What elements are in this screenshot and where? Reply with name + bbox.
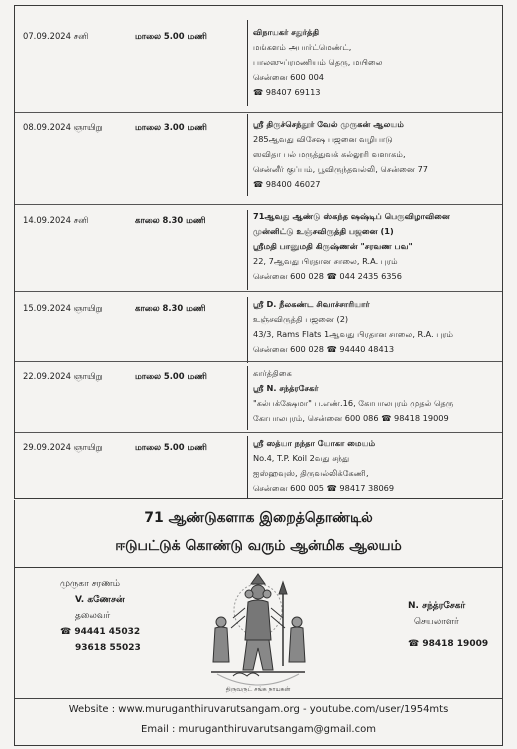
murugan-emblem-icon [203, 570, 313, 695]
event-subtitle: 285ஆவது விசேஷ பஜனை வழிபாடு [253, 134, 393, 144]
president-phone-alt: 93618 55023 [75, 643, 141, 653]
event-time: மாலை 3.00 மணி [135, 122, 207, 132]
divider-bar [247, 20, 248, 106]
divider-bar [247, 297, 248, 363]
event-phone: கோபாலபுரம், சென்னை 600 086 ☎ 98418 19009 [253, 413, 449, 423]
president-role: தலைவர் [75, 611, 111, 621]
event-time: மாலை 5.00 மணி [135, 442, 207, 452]
event-time: மாலை 5.00 மணி [135, 371, 207, 381]
event-title: ஸ்ரீ D. நீலகண்ட சிவாச்சாரியார் [253, 299, 370, 309]
event-address: 22, 7ஆவது பிரதான சாலை, R.A. புரம் [253, 256, 398, 266]
divider-bar [247, 436, 248, 498]
secretary-role: செயலாளர் [414, 617, 459, 627]
event-phone: ☎ 98400 46027 [253, 179, 321, 189]
website-line[interactable]: Website : www.muruganthiruvarutsangam.org - youtube.com/user/1954mts [68, 704, 449, 715]
event-phone: சென்னை 600 028 ☎ 044 2435 6356 [253, 271, 402, 281]
footer-divider [15, 698, 502, 699]
event-date: 14.09.2024 சனி [23, 215, 89, 225]
event-title: விநாயகர் சதுர்த்தி [253, 27, 320, 37]
event-address: சென்னீர் குப்பம், பூவிருந்தவல்லி, சென்னை 77 [253, 164, 429, 174]
event-details [253, 366, 501, 426]
event-phone: சென்னை 600 005 ☎ 98417 38069 [253, 483, 395, 493]
event-details [253, 117, 501, 192]
banner-line-1: 71 ஆண்டுகளாக இறைத்தொண்டில் [144, 510, 373, 526]
event-phone: ☎ 98407 69113 [253, 87, 321, 97]
secretary-phone: ☎ 98418 19009 [408, 639, 489, 649]
event-phone: சென்னை 600 028 ☎ 94440 48413 [253, 344, 395, 354]
president-contact [60, 576, 141, 656]
event-date: 07.09.2024 சனி [23, 31, 89, 41]
event-details [253, 297, 501, 357]
event-title: கார்த்திகை [253, 368, 292, 378]
event-host: ஸ்ரீமதி பானுமதி கிருஷ்ணன் "சரவண பவ" [253, 241, 413, 251]
emblem-caption: திருவருட் சங்க நாயகன் [225, 686, 291, 693]
entry-separator [15, 361, 502, 362]
event-title: ஸ்ரீ திருச்செந்தூர் வேல் முருகன் ஆலயம் [253, 119, 405, 129]
event-address: பாலஸுப்ரமணியம் தெரு, மயிலை [253, 57, 383, 67]
entry-separator [15, 432, 502, 433]
secretary-contact [408, 598, 488, 652]
banner [14, 500, 503, 568]
banner-line-2: ஈடுபட்டுக் கொண்டு வரும் ஆன்மிக ஆலயம் [115, 538, 402, 554]
salutation: முருகா சரணம் [60, 579, 120, 589]
divider-bar [247, 366, 248, 430]
event-date: 15.09.2024 ஞாயிறு [23, 303, 103, 313]
event-address: மங்களம் அபார்ட்மெண்ட், [253, 42, 352, 52]
event-address: ஸவிதா பல் மருத்துவக் கல்லூரி வளாகம், [253, 149, 406, 159]
event-details [253, 209, 501, 284]
president-name: V. கணேசன் [75, 595, 125, 605]
event-title: 71ஆவது ஆண்டு ஸ்கந்த ஷஷ்டிப் பெருவிழாவினை [253, 211, 450, 221]
secretary-name: N. சந்த்ரசேகர் [408, 601, 466, 611]
president-phone: ☎ 94441 45032 [60, 627, 141, 637]
event-time: மாலை 5.00 மணி [135, 31, 207, 41]
event-time: காலை 8.30 மணி [135, 303, 206, 313]
event-details [253, 436, 501, 496]
divider-bar [247, 114, 248, 196]
event-host: ஸ்ரீ N. சந்த்ரசேகர் [253, 383, 319, 393]
event-title: முன்னிட்டு உஞ்சவிருத்தி பஜனை (1) [253, 226, 394, 236]
event-subtitle: உஞ்சவிருத்தி பஜனை (2) [253, 314, 349, 324]
entry-separator [15, 291, 502, 292]
event-title: ஸ்ரீ ஸத்யா நந்தா யோகா மையம் [253, 438, 376, 448]
event-details [253, 25, 501, 100]
email-line[interactable]: Email : muruganthiruvarutsangam@gmail.com [141, 724, 376, 735]
footer [14, 568, 503, 746]
event-date: 22.09.2024 ஞாயிறு [23, 371, 103, 381]
event-address: ஐஸ்ஹவுஸ், திருவல்லிக்கேணி, [253, 468, 369, 478]
schedule-table [14, 5, 503, 499]
event-address: "கல்பக்க்ஷேமா" ப.எண்.16, கோபாலபுரம் முதல் தெரு [253, 398, 454, 408]
divider-bar [247, 210, 248, 290]
event-address: 43/3, Rams Flats 1ஆவது பிரதான சாலை, R.A. புரம் [253, 329, 454, 339]
event-address: சென்னை 600 004 [253, 72, 324, 82]
event-date: 08.09.2024 ஞாயிறு [23, 122, 103, 132]
event-address: No.4, T.P. Koil 2வது சந்து [253, 453, 350, 463]
entry-separator [15, 112, 502, 113]
entry-separator [15, 204, 502, 205]
event-date: 29.09.2024 ஞாயிறு [23, 442, 103, 452]
event-time: காலை 8.30 மணி [135, 215, 206, 225]
